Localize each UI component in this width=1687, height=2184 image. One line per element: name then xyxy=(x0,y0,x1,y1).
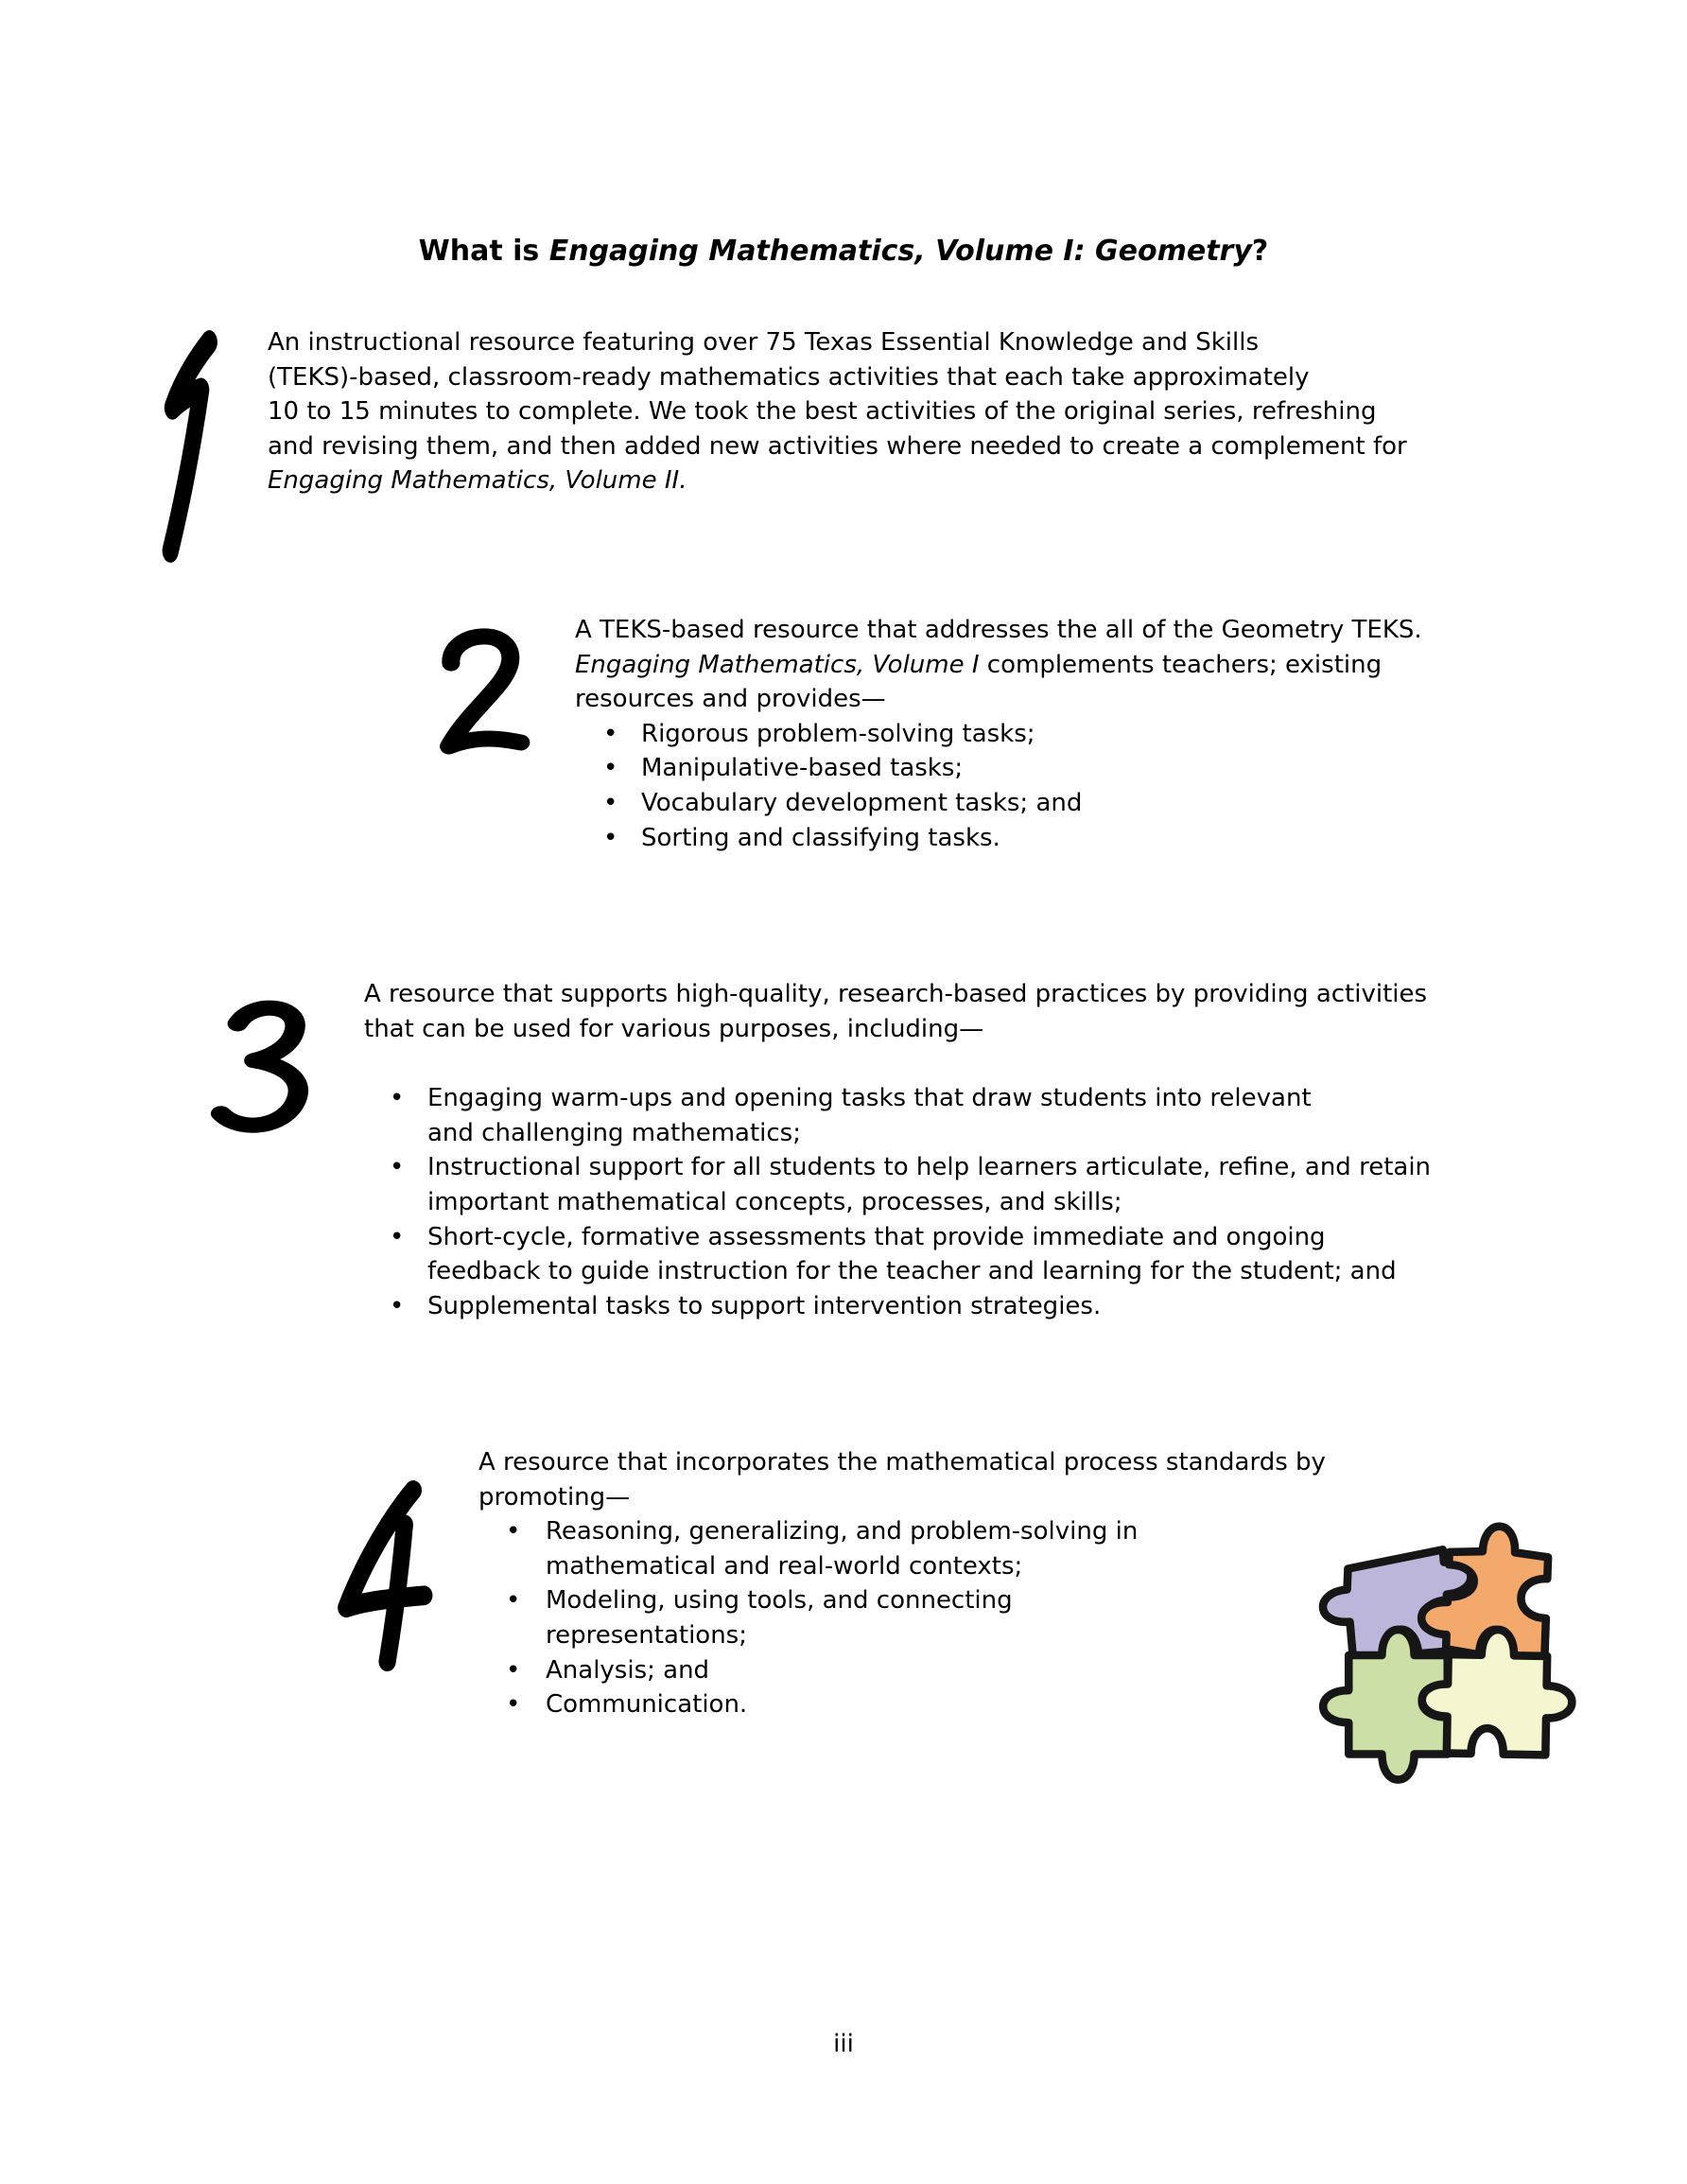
section-3-numeral xyxy=(204,993,323,1137)
section-3-paragraph xyxy=(364,977,1431,1323)
paragraph-line: resources and provides— xyxy=(575,685,886,714)
title-prefix: What is xyxy=(418,235,549,268)
bullet-text: and challenging mathematics; xyxy=(427,1118,801,1147)
numeral-1-stroke xyxy=(170,342,209,551)
paragraph-line-italic: Engaging Mathematics, Volume II. xyxy=(268,466,687,496)
bullet-text: important mathematical concepts, processes, and skills; xyxy=(427,1187,1122,1216)
inline-italic: Engaging Mathematics, Volume I xyxy=(575,650,980,679)
section-4-paragraph xyxy=(478,1445,1326,1722)
section-1-numeral xyxy=(142,327,244,566)
bullet-dot-icon: • xyxy=(506,1690,521,1720)
bullet-dot-icon: • xyxy=(603,823,618,852)
list-item xyxy=(364,1289,1431,1324)
section-1-paragraph xyxy=(268,325,1407,498)
list-item xyxy=(364,1220,1431,1289)
bullet-dot-icon: • xyxy=(390,1153,405,1182)
bullet-dot-icon: • xyxy=(506,1517,521,1546)
bullet-dot-icon: • xyxy=(603,788,618,817)
section-2-paragraph xyxy=(575,613,1422,855)
bullet-text: representations; xyxy=(546,1620,747,1650)
list-item xyxy=(478,1583,1326,1652)
section-4-numeral xyxy=(329,1476,437,1671)
bullet-text: Sorting and classifying tasks. xyxy=(641,823,1000,852)
bullet-text: Reasoning, generalizing, and problem-solving in xyxy=(546,1517,1139,1546)
paragraph-line: (TEKS)-based, classroom-ready mathematics activities that each take approximately xyxy=(268,362,1310,392)
bullet-text: feedback to guide instruction for the teacher and learning for the student; and xyxy=(427,1257,1397,1286)
list-item xyxy=(364,1150,1431,1219)
bullet-text: Manipulative-based tasks; xyxy=(641,754,964,783)
bullet-dot-icon: • xyxy=(506,1586,521,1616)
numeral-3-stroke xyxy=(221,1008,299,1126)
list-item xyxy=(575,751,1422,786)
paragraph-line: An instructional resource featuring over 75 Texas Essential Knowledge and Skills xyxy=(268,328,1259,357)
bullet-text: mathematical and real-world contexts; xyxy=(546,1551,1023,1581)
bullet-dot-icon: • xyxy=(390,1084,405,1113)
bullet-text: Vocabulary development tasks; and xyxy=(641,788,1083,817)
bullet-text: Rigorous problem-solving tasks; xyxy=(641,719,1035,748)
bullet-text: Modeling, using tools, and connecting xyxy=(546,1586,1013,1616)
list-item xyxy=(575,786,1422,821)
numeral-2-stroke xyxy=(449,637,521,746)
paragraph-line: A resource that incorporates the mathematical process standards by xyxy=(478,1448,1326,1476)
bullet-text: Short-cycle, formative assessments that provide immediate and ongoing xyxy=(427,1222,1326,1251)
section-2-bullet-list xyxy=(575,717,1422,855)
numeral-4-stroke xyxy=(346,1491,424,1662)
list-item xyxy=(478,1514,1326,1583)
bullet-text: Analysis; and xyxy=(546,1655,710,1685)
section-2-numeral xyxy=(426,620,531,771)
list-item xyxy=(478,1687,1326,1722)
list-item xyxy=(575,821,1422,856)
bullet-dot-icon: • xyxy=(603,754,618,783)
bullet-text: Communication. xyxy=(546,1690,748,1720)
bullet-dot-icon: • xyxy=(506,1655,521,1685)
bullet-dot-icon: • xyxy=(390,1222,405,1251)
bullet-text: Supplemental tasks to support intervention strategies. xyxy=(427,1291,1102,1320)
title-suffix: ? xyxy=(1251,235,1269,268)
puzzle-pieces-illustration xyxy=(1317,1513,1587,1797)
section-3-bullet-list xyxy=(364,1081,1431,1323)
bullet-dot-icon: • xyxy=(390,1291,405,1320)
paragraph-line: A resource that supports high-quality, research-based practices by providing activities xyxy=(364,980,1428,1008)
page-number: iii xyxy=(833,2030,854,2058)
paragraph-line xyxy=(575,648,1422,683)
bullet-text: Instructional support for all students to help learners articulate, refine, and retain xyxy=(427,1153,1432,1182)
paragraph-line: promoting— xyxy=(478,1482,631,1511)
list-item xyxy=(575,717,1422,752)
paragraph-line: that can be used for various purposes, including— xyxy=(364,1014,984,1043)
title-italic-part: Engaging Mathematics, Volume I: Geometry xyxy=(548,235,1252,268)
list-item xyxy=(478,1653,1326,1688)
bullet-dot-icon: • xyxy=(603,719,618,748)
bullet-text: Engaging warm-ups and opening tasks that draw students into relevant xyxy=(427,1084,1312,1113)
section-4-bullet-list xyxy=(478,1514,1326,1722)
page-title xyxy=(0,235,1687,268)
inline-text: complements teachers; existing xyxy=(979,650,1383,679)
paragraph-line: and revising them, and then added new activities where needed to create a complement for xyxy=(268,431,1407,461)
paragraph-line: A TEKS-based resource that addresses the all of the Geometry TEKS. xyxy=(575,616,1422,644)
list-item xyxy=(364,1081,1431,1150)
paragraph-line: 10 to 15 minutes to complete. We took the best activities of the original series, refreshing xyxy=(268,397,1377,427)
